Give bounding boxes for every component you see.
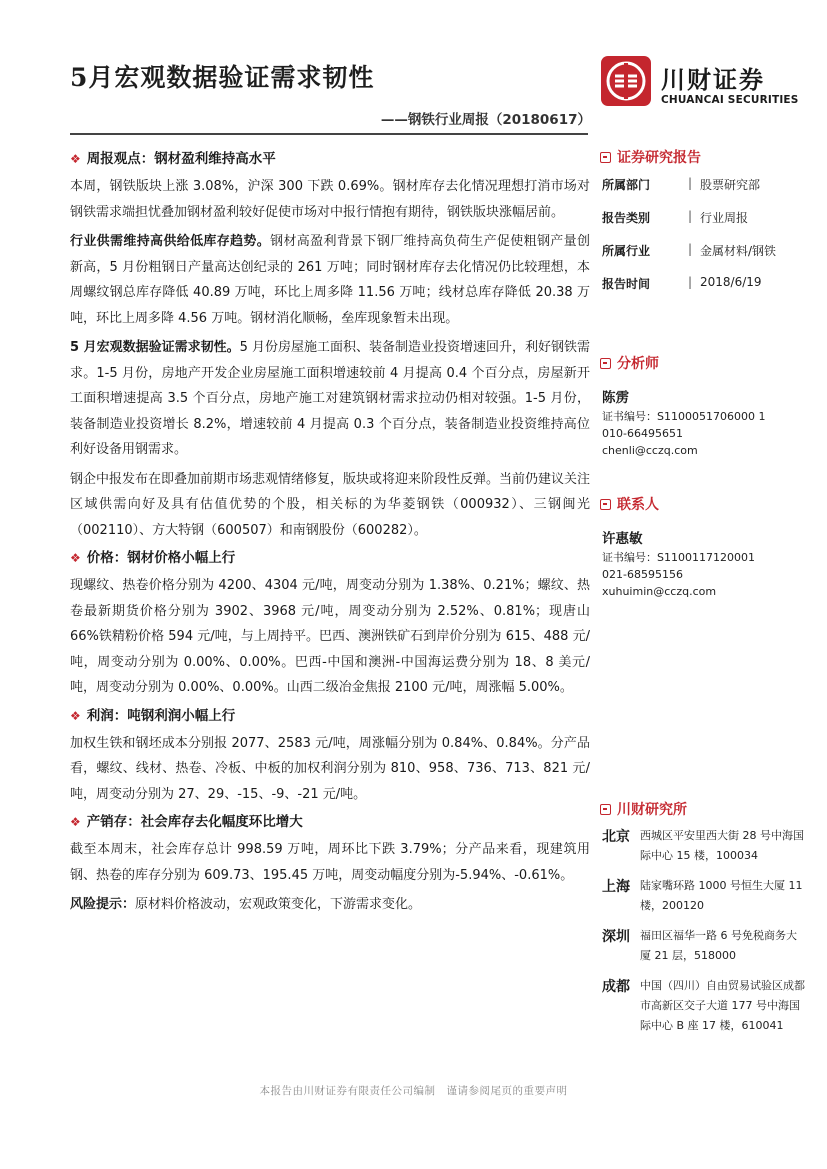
analyst-heading <box>600 354 805 374</box>
office-address: 西城区平安里西大街 28 号中海国际中心 15 楼，100034 <box>640 829 804 862</box>
macro-lead: 5 月宏观数据验证需求韧性。 <box>70 340 240 355</box>
info-value: 金属材料/钢铁 <box>700 244 777 258</box>
section-marker-icon <box>600 152 611 163</box>
office-address: 陆家嘴环路 1000 号恒生大厦 11 楼，200120 <box>640 879 803 912</box>
info-label: 报告类别 <box>602 211 651 225</box>
macro-body: 5 月份房屋施工面积、装备制造业投资增速回升，利好钢铁需求。1-5 月份，房地产开发企业房屋施工面积增速较前 4 月提高 0.4 个百分点，房屋新开工面积增速提高 3.5 个百分点，房地产施工对建筑钢材需求拉动仍相对较强。1-5 月份，装备制造业投资增长 8.2%，增速较前 4 月提高 0.3 个百分点，装备制造业投资维持高位利好设备用钢需求。 <box>70 340 590 457</box>
report-title: 5月宏观数据验证需求韧性 <box>70 63 375 92</box>
institute-heading <box>600 800 805 820</box>
report-type-title: 证券研究报告 <box>617 150 701 166</box>
contact-cert: 证书编号：S1100117120001 <box>602 551 755 564</box>
institute-title: 川财研究所 <box>617 802 687 818</box>
risk-paragraph <box>70 892 590 918</box>
header-divider <box>70 133 588 135</box>
weekly-paragraph-4: 钢企中报发布在即叠加前期市场悲观情绪修复，版块或将迎来阶段性反弹。当前仍建议关注区域供需向好及具有估值优势的个股，相关标的为华菱钢铁（000932）、三钢闽光（002110）、方大特钢（600507）和南钢股份（600282）。 <box>70 471 591 538</box>
section-inventory-title: 产销存：社会库存去化幅度环比增大 <box>86 814 303 830</box>
office-city: 深圳 <box>602 929 630 945</box>
office-chengdu <box>600 976 805 1036</box>
diamond-bullet-icon: ❖ <box>70 708 81 723</box>
analyst-email[interactable]: chenli@cczq.com <box>602 444 698 457</box>
risk-lead: 风险提示： <box>70 897 136 912</box>
weekly-paragraph-3 <box>70 335 590 463</box>
section-marker-icon <box>600 358 611 369</box>
info-row-department <box>600 176 805 209</box>
weekly-paragraph-2 <box>70 229 590 331</box>
info-value: 股票研究部 <box>700 178 761 192</box>
office-address: 中国（四川）自由贸易试验区成都市高新区交子大道 177 号中海国际中心 B 座 17 楼，610041 <box>640 979 805 1032</box>
info-label: 所属行业 <box>602 244 651 258</box>
section-weekly-title: 周报观点：钢材盈利维持高水平 <box>86 151 276 167</box>
info-row-category <box>600 209 805 242</box>
office-address: 福田区福华一路 6 号免税商务大厦 21 层，518000 <box>640 929 797 962</box>
contact-title: 联系人 <box>617 497 659 513</box>
diamond-bullet-icon: ❖ <box>70 815 81 829</box>
info-separator: | <box>688 209 693 223</box>
analyst-name: 陈雳 <box>602 390 629 406</box>
analyst-title: 分析师 <box>617 356 659 372</box>
office-shenzhen <box>600 926 805 966</box>
office-city: 北京 <box>602 829 630 845</box>
info-row-industry <box>600 242 805 275</box>
section-marker-icon <box>600 499 611 510</box>
price-paragraph: 现螺纹、热卷价格分别为 4200、4304 元/吨，周变动分别为 1.38%、0.21%；螺纹、热卷最新期货价格分别为 3902、3968 元/吨，周变动分别为 2.52%、0.81%；现唐山 66%铁精粉价格 594 元/吨，与上周持平。巴西、澳洲铁矿石到岸价分别为 615、488 元/吨，周变动分别为 0.00%、0.00%。巴西-中国和澳洲-中国海运费分别为 18、8 美元/吨，周变动分别为 0.00%、0.00%。山西二级冶金焦报 2100 元/吨，周涨幅 5.00%。 <box>70 578 590 695</box>
contact-email[interactable]: xuhuimin@cczq.com <box>602 585 717 598</box>
info-label: 所属部门 <box>602 178 651 192</box>
page-footer: 本报告由川财证券有限责任公司编制 谨请参阅尾页的重要声明 <box>259 1085 568 1097</box>
diamond-bullet-icon: ❖ <box>70 551 81 565</box>
report-type-heading <box>600 148 805 168</box>
report-subtitle: ——钢铁行业周报（20180617） <box>380 112 591 128</box>
office-shanghai <box>600 876 805 916</box>
contact-heading <box>600 495 805 515</box>
sidebar <box>600 148 805 1046</box>
supply-demand-lead: 行业供需维持高供给低库存趋势。 <box>70 234 271 249</box>
logo-name-en: CHUANCAI SECURITIES <box>661 94 799 106</box>
info-row-date <box>600 275 805 308</box>
info-separator: | <box>688 275 693 289</box>
analyst-cert: 证书编号：S1100051706000 1 <box>602 410 766 423</box>
office-city: 上海 <box>602 879 630 895</box>
office-beijing <box>600 826 805 866</box>
chuancai-logo-icon <box>601 56 651 106</box>
risk-body: 原材料价格波动，宏观政策变化，下游需求变化。 <box>135 897 422 912</box>
section-marker-icon <box>600 804 611 815</box>
info-label: 报告时间 <box>602 277 651 291</box>
main-content <box>70 148 590 922</box>
section-price-title: 价格：钢材价格小幅上行 <box>86 550 236 566</box>
contact-phone: 021-68595156 <box>602 568 683 581</box>
logo-name-cn: 川财证券 <box>661 66 765 94</box>
info-value: 2018/6/19 <box>700 275 762 289</box>
section-inventory-heading <box>70 811 590 833</box>
section-profit-heading <box>70 705 590 727</box>
profit-paragraph: 加权生铁和钢坯成本分别报 2077、2583 元/吨，周涨幅分别为 0.84%、0.84%。分产品看，螺纹、线材、热卷、冷板、中板的加权利润分别为 810、958、736、713、821 元/吨，周变动分别为 27、29、-15、-9、-21 元/吨。 <box>70 735 590 802</box>
contact-name: 许惠敏 <box>602 531 643 547</box>
info-value: 行业周报 <box>700 211 749 225</box>
section-profit-title: 利润：吨钢利润小幅上行 <box>86 707 236 724</box>
office-city: 成都 <box>602 979 630 995</box>
diamond-bullet-icon: ❖ <box>70 152 81 166</box>
supply-demand-body: 钢材高盈利背景下钢厂维持高负荷生产促使粗钢产量创新高，5 月份粗钢日产量高达创纪录的 261 万吨；同时钢材库存去化情况仍比较理想，本周螺纹钢总库存降低 40.89 万吨，环比上周多降 11.56 万吨；线材总库存降低 20.38 万吨，环比上周多降 4.56 万吨。钢材消化顺畅，垒库现象暂未出现。 <box>70 234 590 326</box>
info-separator: | <box>688 176 693 190</box>
company-logo <box>601 56 801 116</box>
section-weekly-heading <box>70 148 590 170</box>
analyst-phone: 010-66495651 <box>602 427 683 440</box>
inventory-paragraph: 截至本周末，社会库存总计 998.59 万吨，周环比下跌 3.79%；分产品来看，现建筑用钢、热卷的库存分别为 609.73、195.45 万吨，周变动幅度分别为-5.94%、-0.61%。 <box>70 842 590 883</box>
section-price-heading <box>70 547 590 569</box>
weekly-paragraph-1: 本周，钢铁版块上涨 3.08%，沪深 300 下跌 0.69%。钢材库存去化情况理想打消市场对钢铁需求端担忧叠加钢材盈利较好促使市场对中报行情抱有期待，钢铁版块涨幅居前。 <box>70 179 590 220</box>
info-separator: | <box>688 242 693 256</box>
